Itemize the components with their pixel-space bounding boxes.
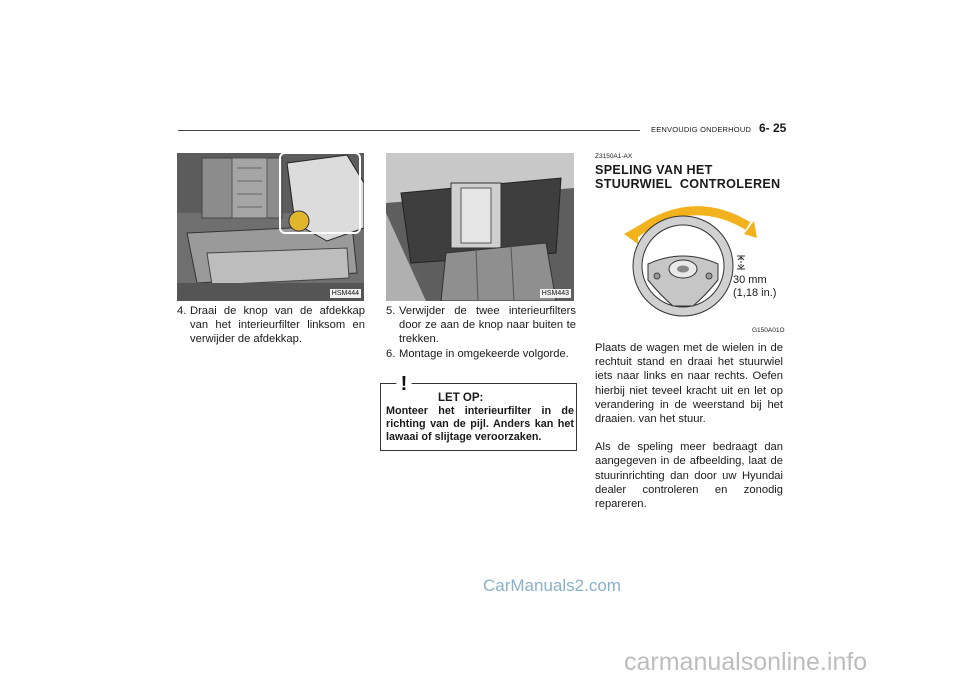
step-number: 5. [386,305,396,317]
section-title-line2: STUURWIEL CONTROLEREN [595,177,781,191]
paragraph-procedure: Plaats de wagen met de wielen in de rechtuit stand en draai het stuurwiel iets naar links en naar rechts. Oefen hierbij niet teveel kracht uit en let op verandering in de weerstand bij het draaien. van het stuur. [595,342,783,426]
photo-glovebox-illustration [386,153,574,301]
header-section-title: EENVOUDIG ONDERHOUD [651,125,752,134]
instruction-step [177,304,365,347]
photo-code-label: HSM443 [541,290,569,297]
section-code: Z3150A1-AX [595,153,633,160]
photo-code-label: HSM444 [331,290,359,297]
step-number: 4. [177,305,187,317]
section-title [595,163,780,191]
watermark-carmanualsonline[interactable]: carmanualsonline.info [624,648,868,676]
figure-code: G150A01O [752,327,785,334]
header-rule [178,130,640,131]
steering-wheel-icon [620,196,785,324]
photo-filter-cover-illustration [177,153,364,301]
step-text: Verwijder de twee interieurfilters door ze aan de knop naar buiten te trekken. [399,305,576,346]
step-text: Draai de knop van de afdekkap van het interieurfilter linksom en verwijder de afdekkap. [190,305,365,346]
warning-triangle-icon [391,369,417,398]
instruction-step [386,304,576,347]
warning-symbol: ! [400,373,408,393]
caution-title: LET OP: [438,392,484,404]
step-text: Montage in omgekeerde volgorde. [399,347,569,360]
section-title-line1: SPELING VAN HET [595,163,713,177]
steering-wheel-figure [620,196,785,324]
caution-text: Monteer het interieurfilter in de richting van de pijl. Anders kan het lawaai of slijtage veroorzaken. [386,405,574,443]
photo-filter-cover-knob [177,153,364,301]
paragraph-advice: Als de speling meer bedraagt dan aangegeven in de afbeelding, laat de stuurinrichting dan door uw Hyundai dealer controleren en zonodig repareren. [595,441,783,511]
photo-glovebox-filter [386,153,574,301]
free-play-measurement [733,274,776,300]
page-number: 6- 25 [759,121,787,135]
watermark-carmanuals2[interactable]: CarManuals2.com [483,576,621,595]
measure-mm: 30 mm [733,274,767,286]
measure-in: (1,18 in.) [733,287,777,299]
step-number: 6. [386,347,396,360]
instruction-step [386,347,576,361]
